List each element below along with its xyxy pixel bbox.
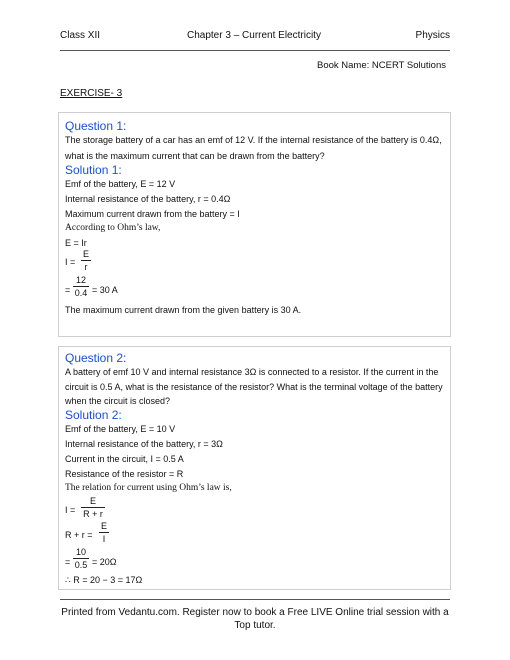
exercise-heading: EXERCISE- 3 <box>60 88 123 99</box>
solution-line: Internal resistance of the battery, r = 0.4Ω <box>65 194 231 204</box>
question-2-box <box>58 346 451 590</box>
fraction-numerator: 12 <box>75 275 86 285</box>
subject-label: Physics <box>415 30 450 41</box>
equation-lhs: R + r = <box>65 530 93 540</box>
fraction <box>81 496 105 519</box>
header-divider <box>60 50 450 51</box>
fraction-denominator: R + r <box>83 509 103 519</box>
fraction-bar <box>73 558 89 559</box>
solution-line: Internal resistance of the battery, r = 3Ω <box>65 439 223 449</box>
footer-divider <box>60 599 450 600</box>
solution-line: According to Ohm’s law, <box>65 223 161 233</box>
equation-lhs: I = <box>65 257 76 267</box>
fraction-denominator: 0.4 <box>74 288 88 298</box>
fraction <box>99 521 109 544</box>
question-1-text: The storage battery of a car has an emf of 12 V. If the internal resistance of the battery is 0.4Ω, <box>65 135 442 145</box>
class-label: Class XII <box>60 30 101 41</box>
question-1-box <box>58 112 451 337</box>
conclusion-text: The maximum current drawn from the given battery is 30 A. <box>65 305 302 315</box>
fraction-numerator: E <box>89 496 96 506</box>
equation-rhs: = 30 A <box>92 285 118 295</box>
solution-line: Maximum current drawn from the battery = I <box>65 209 240 219</box>
book-name: Book Name: NCERT Solutions <box>316 60 446 71</box>
question-2-title: Question 2: <box>65 351 127 365</box>
solution-1-title: Solution 1: <box>65 163 122 177</box>
fraction-bar <box>81 507 105 508</box>
equation: E = Ir <box>65 238 87 248</box>
page-footer <box>40 606 470 632</box>
solution-line: The relation for current using Ohm’s law is, <box>65 483 232 493</box>
solution-2-title: Solution 2: <box>65 408 122 422</box>
question-1-title: Question 1: <box>65 119 127 133</box>
equation-lhs: = <box>65 557 71 567</box>
page-header <box>60 30 450 44</box>
footer-line: Printed from Vedantu.com. Register now to book a Free LIVE Online trial session with a <box>61 607 449 618</box>
equation-lhs: I = <box>65 505 76 515</box>
chapter-label: Chapter 3 – Current Electricity <box>187 30 321 41</box>
fraction-numerator: E <box>100 521 107 531</box>
fraction-numerator: E <box>82 249 89 259</box>
final-equation: ∴ R = 20 − 3 = 17Ω <box>65 575 143 585</box>
fraction <box>73 547 89 570</box>
question-2-text: when the circuit is closed? <box>65 396 171 406</box>
fraction-bar <box>73 286 89 287</box>
fraction <box>73 275 89 298</box>
equation-lhs: = <box>65 285 71 295</box>
fraction <box>81 249 91 272</box>
solution-line: Current in the circuit, I = 0.5 A <box>65 454 184 464</box>
fraction-bar <box>81 260 91 261</box>
question-2-text: circuit is 0.5 A, what is the resistance of the resistor? What is the terminal voltage of the battery <box>65 382 443 392</box>
solution-line: Emf of the battery, E = 12 V <box>65 179 176 189</box>
solution-line: Resistance of the resistor = R <box>65 469 184 479</box>
equation-rhs: = 20Ω <box>92 557 117 567</box>
question-2-text: A battery of emf 10 V and internal resistance 3Ω is connected to a resistor. If the current in the <box>65 367 439 377</box>
question-1-text: what is the maximum current that can be drawn from the battery? <box>65 151 325 161</box>
fraction-denominator: I <box>102 534 106 544</box>
solution-line: Emf of the battery, E = 10 V <box>65 424 176 434</box>
fraction-denominator: 0.5 <box>74 560 88 570</box>
footer-line: Top tutor. <box>234 620 276 631</box>
fraction-numerator: 10 <box>75 547 86 557</box>
fraction-denominator: r <box>84 262 88 272</box>
fraction-bar <box>99 532 109 533</box>
